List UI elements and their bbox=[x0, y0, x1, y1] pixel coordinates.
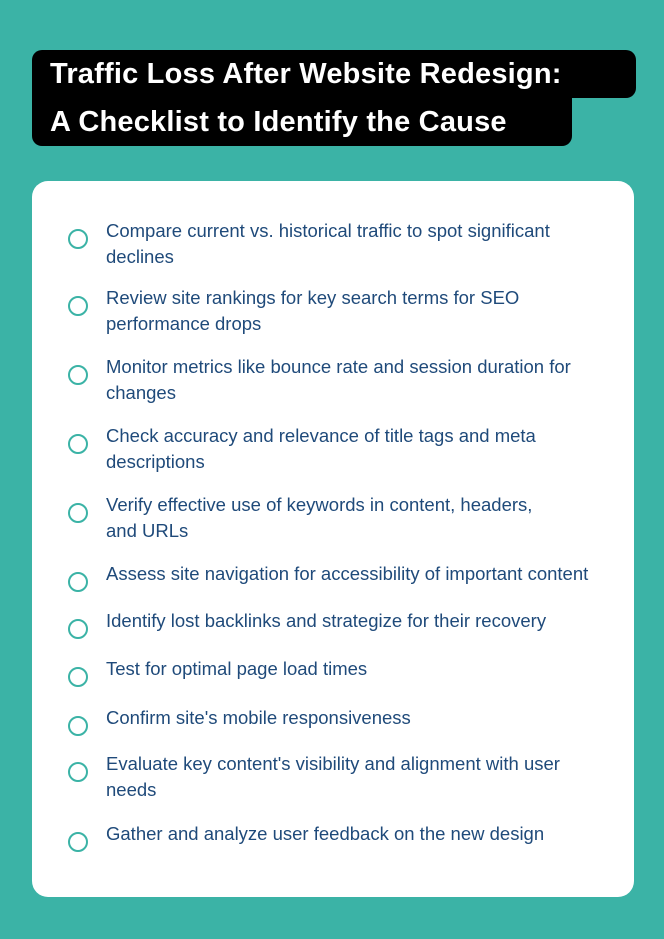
checklist-item-label: Check accuracy and relevance of title tags and meta descriptions bbox=[106, 425, 536, 472]
checklist-item[interactable] bbox=[68, 423, 608, 475]
checklist-item-label: Review site rankings for key search terms for SEO performance drops bbox=[106, 287, 520, 334]
unchecked-circle-icon[interactable] bbox=[68, 229, 88, 249]
checklist-item[interactable] bbox=[68, 561, 608, 592]
unchecked-circle-icon[interactable] bbox=[68, 832, 88, 852]
checklist-item[interactable] bbox=[68, 656, 608, 687]
unchecked-circle-icon[interactable] bbox=[68, 667, 88, 687]
checklist-item-label: Evaluate key content's visibility and alignment with user needs bbox=[106, 753, 560, 800]
checklist-item-label: Monitor metrics like bounce rate and session duration for changes bbox=[106, 356, 571, 403]
checklist-item[interactable] bbox=[68, 705, 608, 736]
checklist-item-label: Verify effective use of keywords in content, headers, and URLs bbox=[106, 494, 533, 541]
title-line-1: Traffic Loss After Website Redesign: bbox=[32, 50, 636, 98]
checklist-item-label: Confirm site's mobile responsiveness bbox=[106, 707, 411, 728]
checklist-item[interactable] bbox=[68, 608, 608, 639]
checklist-item[interactable] bbox=[68, 285, 608, 337]
checklist-item-label: Gather and analyze user feedback on the new design bbox=[106, 823, 545, 844]
checklist-card bbox=[32, 181, 634, 897]
unchecked-circle-icon[interactable] bbox=[68, 572, 88, 592]
checklist-item[interactable] bbox=[68, 821, 608, 852]
checklist-item[interactable] bbox=[68, 492, 608, 544]
checklist-item-label: Test for optimal page load times bbox=[106, 658, 368, 679]
checklist-item-label: Identify lost backlinks and strategize for their recovery bbox=[106, 610, 547, 631]
unchecked-circle-icon[interactable] bbox=[68, 296, 88, 316]
unchecked-circle-icon[interactable] bbox=[68, 365, 88, 385]
title-line-2: A Checklist to Identify the Cause bbox=[32, 98, 572, 146]
unchecked-circle-icon[interactable] bbox=[68, 716, 88, 736]
unchecked-circle-icon[interactable] bbox=[68, 434, 88, 454]
unchecked-circle-icon[interactable] bbox=[68, 762, 88, 782]
unchecked-circle-icon[interactable] bbox=[68, 619, 88, 639]
checklist-item-label: Assess site navigation for accessibility of important content bbox=[106, 563, 589, 584]
checklist-item[interactable] bbox=[68, 218, 608, 270]
checklist-item[interactable] bbox=[68, 751, 608, 803]
checklist-item[interactable] bbox=[68, 354, 608, 406]
checklist-item-label: Compare current vs. historical traffic to spot significant declines bbox=[106, 220, 550, 267]
unchecked-circle-icon[interactable] bbox=[68, 503, 88, 523]
